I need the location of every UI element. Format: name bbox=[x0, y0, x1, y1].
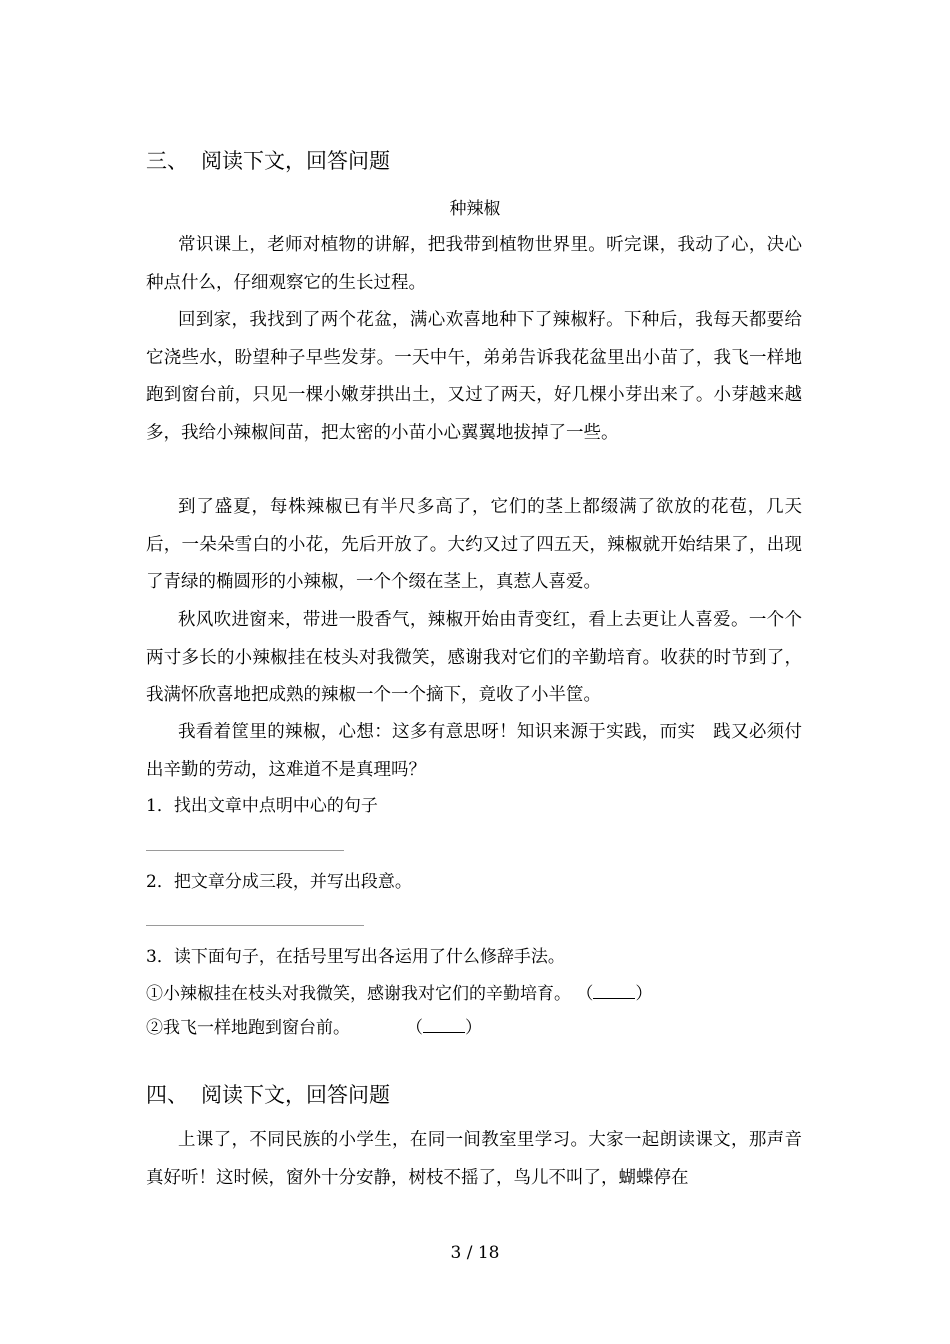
section-4-heading-text: 阅读下文，回答问题 bbox=[201, 1083, 390, 1107]
question-2: 2．把文章分成三段，并写出段意。 bbox=[146, 872, 412, 892]
sentence-2-answer-blank[interactable] bbox=[423, 1016, 465, 1033]
section-4-heading bbox=[146, 1081, 390, 1109]
page-number: 3 / 18 bbox=[450, 1243, 500, 1263]
passage-paragraph-1: 常识课上，老师对植物的讲解，把我带到植物世界里。听完课，我动了心，决心种点什么，仔细观察它的生长过程。 bbox=[146, 235, 802, 293]
question-3: 3．读下面句子，在括号里写出各运用了什么修辞手法。 bbox=[146, 947, 565, 967]
section-4-paragraph: 上课了，不同民族的小学生，在同一间教室里学习。大家一起朗读课文，那声音真好听！这时候，窗外十分安静，树枝不摇了，鸟儿不叫了，蝴蝶停在 bbox=[146, 1130, 802, 1188]
sentence-1-open-paren: （ bbox=[576, 984, 594, 1004]
sentence-2-text: ②我飞一样地跑到窗台前。 bbox=[146, 1018, 350, 1038]
section-4-number: 四、 bbox=[146, 1083, 188, 1107]
passage-title: 种辣椒 bbox=[449, 199, 501, 219]
answer-line-2[interactable] bbox=[146, 925, 364, 926]
section-3-heading-text: 阅读下文，回答问题 bbox=[201, 149, 390, 173]
sentence-2-close-paren: ） bbox=[465, 1018, 482, 1038]
sentence-1-answer-blank[interactable] bbox=[593, 982, 635, 999]
section-3-heading bbox=[146, 147, 390, 175]
passage-paragraph-2: 回到家，我找到了两个花盆，满心欢喜地种下了辣椒籽。下种后，我每天都要给它浇些水，盼望种子早些发芽。一天中午，弟弟告诉我花盆里出小苗了，我飞一样地跑到窗台前，只见一棵小嫩芽拱出土，又过了两天，好几棵小芽出来了。小芽越来越多，我给小辣椒间苗，把太密的小苗小心翼翼地拔掉了一些。 bbox=[146, 310, 802, 443]
question-1: 1．找出文章中点明中心的句子 bbox=[146, 796, 378, 816]
sentence-2-open-paren: （ bbox=[406, 1018, 423, 1038]
sentence-1 bbox=[146, 982, 652, 1006]
passage-paragraph-4: 秋风吹进窗来，带进一股香气，辣椒开始由青变红，看上去更让人喜爱。一个个两寸多长的小辣椒挂在枝头对我微笑，感谢我对它们的辛勤培育。收获的时节到了，我满怀欣喜地把成熟的辣椒一个一个摘下，竟收了小半筐。 bbox=[146, 610, 802, 705]
answer-line-1[interactable] bbox=[146, 850, 344, 851]
passage-paragraph-3: 到了盛夏，每株辣椒已有半尺多高了，它们的茎上都缀满了欲放的花苞，几天后，一朵朵雪白的小花，先后开放了。大约又过了四五天，辣椒就开始结果了，出现了青绿的椭圆形的小辣椒，一个个缀在茎上，真惹人喜爱。 bbox=[146, 497, 802, 592]
sentence-2 bbox=[146, 1016, 482, 1040]
passage-paragraph-5: 我看着筐里的辣椒，心想：这多有意思呀！知识来源于实践，而实 践又必须付出辛勤的劳动，这难道不是真理吗？ bbox=[146, 722, 802, 780]
sentence-1-close-paren: ） bbox=[635, 984, 653, 1004]
sentence-1-text: ①小辣椒挂在枝头对我微笑，感谢我对它们的辛勤培育。 bbox=[146, 984, 571, 1004]
section-3-number: 三、 bbox=[146, 149, 188, 173]
